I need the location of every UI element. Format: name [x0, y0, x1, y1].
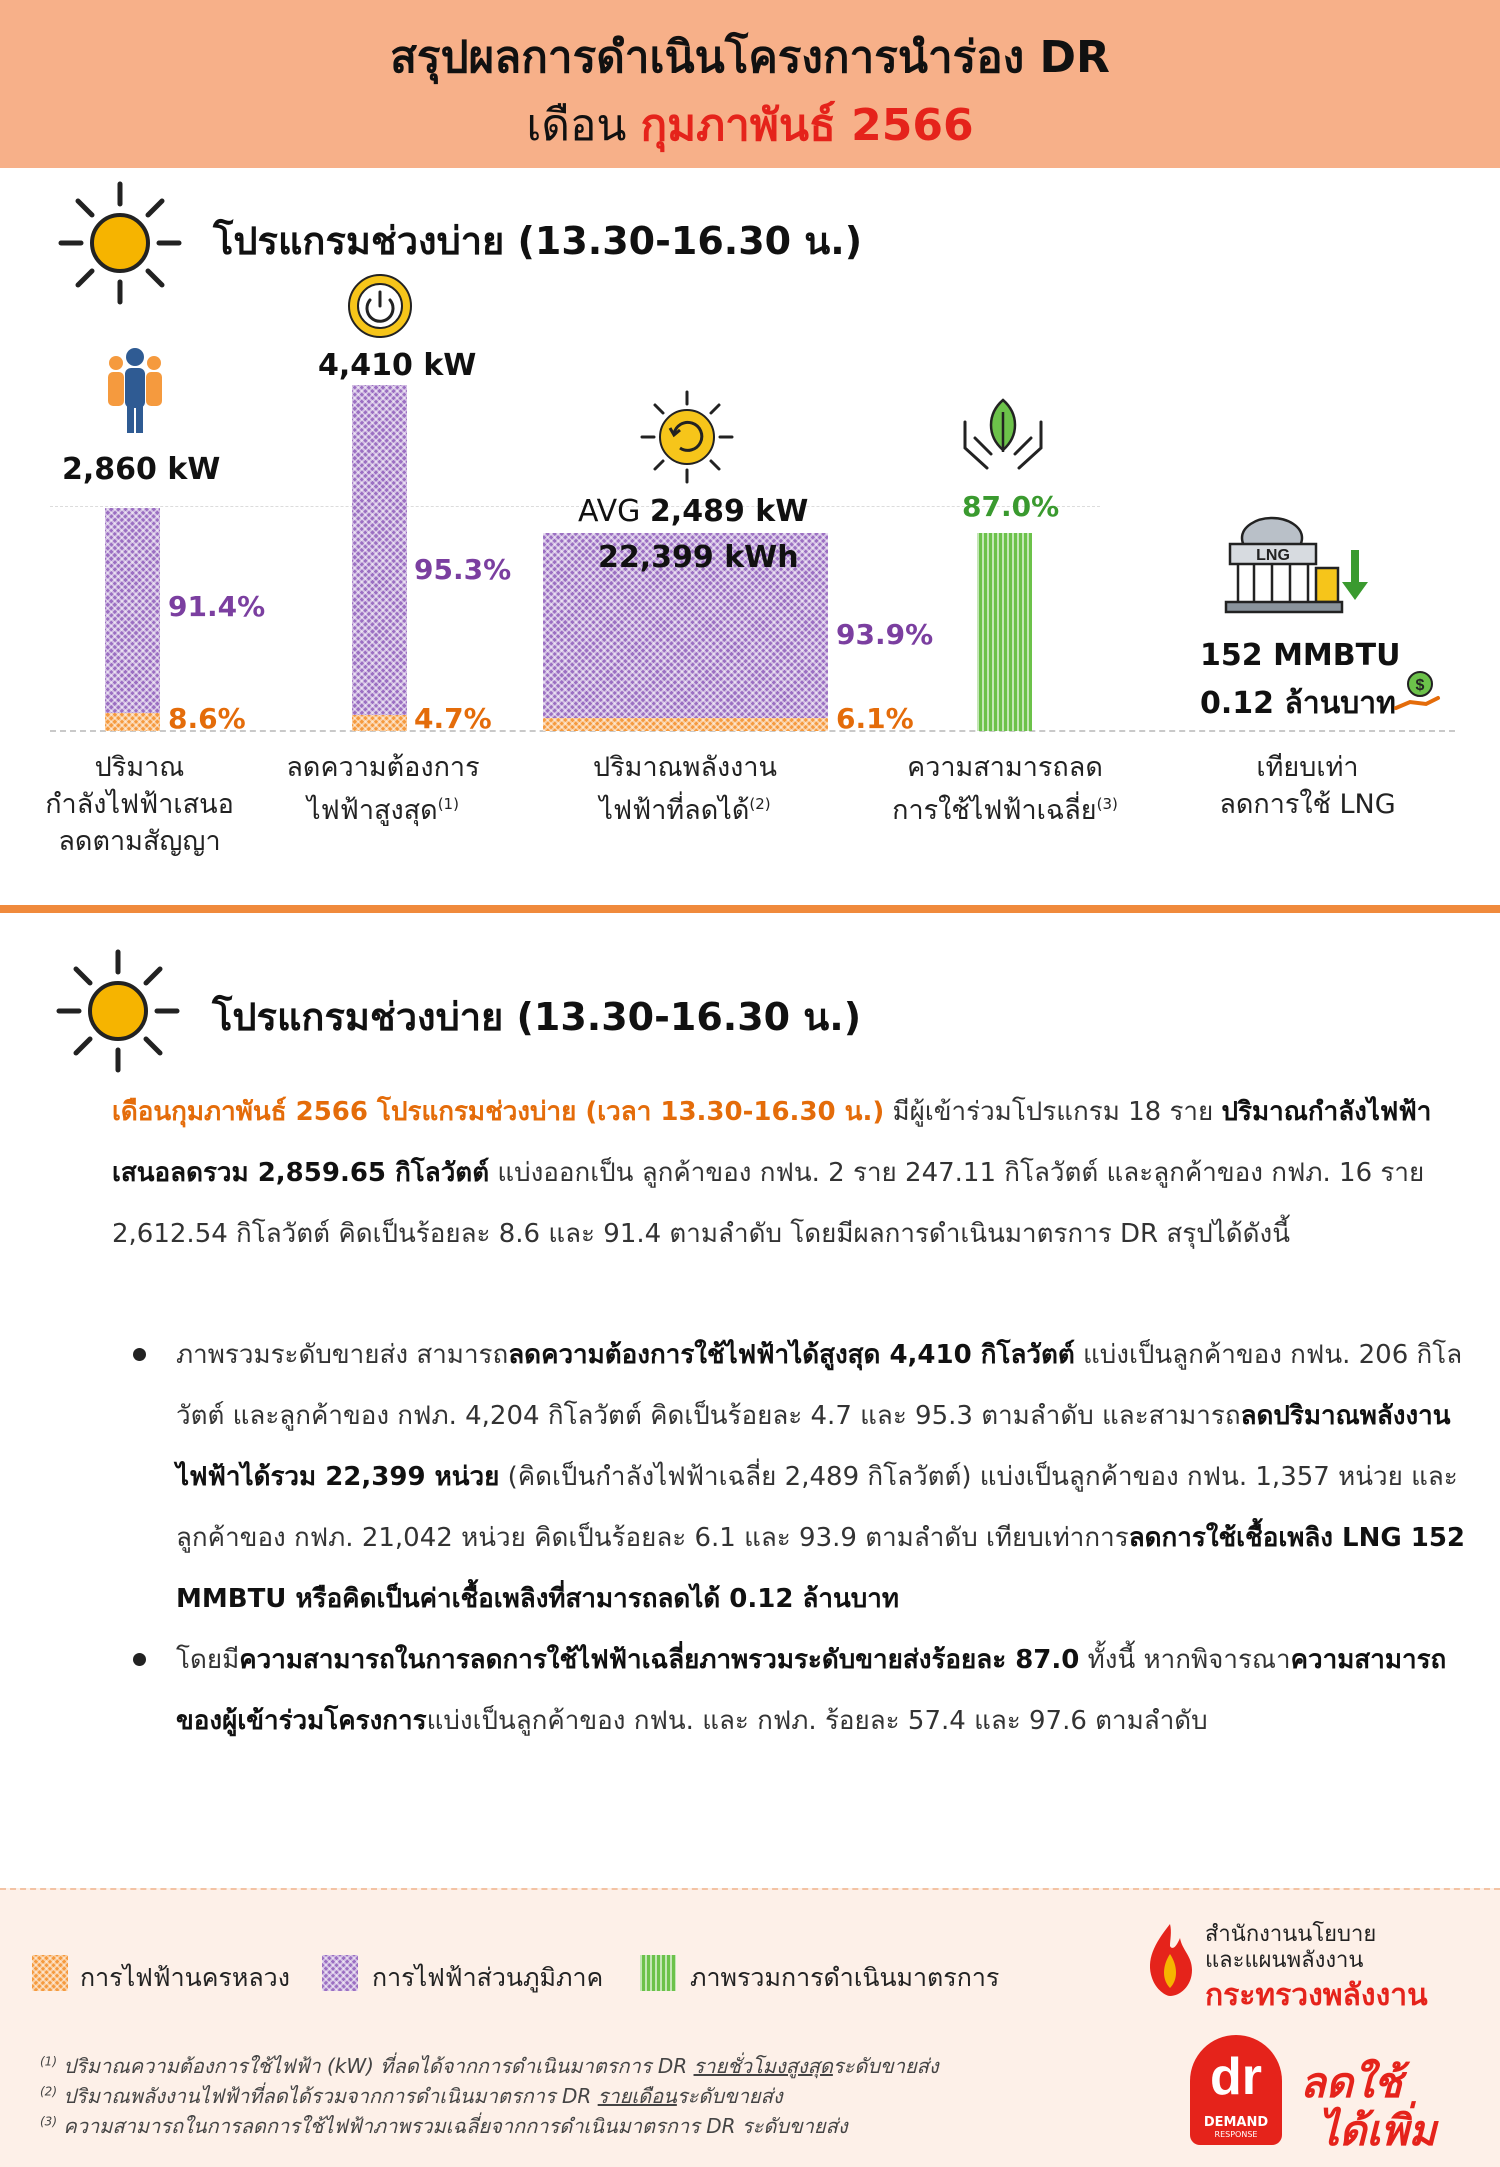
- slogan-line-1: ลดใช้: [1300, 2058, 1403, 2107]
- dr-logo-text: DEMAND: [1203, 2115, 1269, 2130]
- summary-paragraph: เดือนกุมภาพันธ์ 2566 โปรแกรมช่วงบ่าย (เวลา 13.30-16.30 น.) มีผู้เข้าร่วมโปรแกรม 18 ราย ปริมาณกำลังไฟฟ้าเสนอลดรวม 2,859.65 กิโลวัตต์ แบ่งออกเป็น ลูกค้าของ กฟน. 2 ราย 247.11 กิโลวัตต์ และลูกค้าของ กฟภ. 16 ราย 2,612.54 กิโลวัตต์ คิดเป็นร้อยละ 8.6 และ 91.4 ตามลำดับ โดยมีผลการดำเนินมาตรการ DR สรุปได้ดังนี้: [112, 1097, 1432, 1249]
- energy-avg: AVG 2,489 kW: [578, 494, 809, 529]
- peak-bar-mea: [352, 715, 407, 731]
- peak-bar-pea: [352, 385, 407, 715]
- people-icon: [100, 345, 170, 435]
- peak-kw: 4,410 kW: [318, 348, 477, 383]
- offered-pct-mea: 8.6%: [168, 702, 246, 735]
- legend-label-mea: การไฟฟ้านครหลวง: [80, 1963, 290, 1992]
- energy-bar-mea: [543, 718, 828, 731]
- energy-cycle-icon: [640, 390, 734, 484]
- ministry-name: กระทรวงพลังงาน: [1205, 1978, 1428, 2013]
- lng-baht: 0.12 ล้านบาท: [1200, 686, 1396, 721]
- section-title-1: โปรแกรมช่วงบ่าย (13.30-16.30 น.): [213, 219, 863, 263]
- legend-label-overall: ภาพรวมการดำเนินมาตรการ: [690, 1963, 1000, 1992]
- lng-mmbtu: 152 MMBTU: [1200, 638, 1401, 673]
- legend-swatch-mea: [32, 1955, 68, 1991]
- bullet-dot-2: [133, 1653, 146, 1666]
- dr-logo-subtext: RESPONSE: [1214, 2130, 1258, 2139]
- legend-label-pea: การไฟฟ้าส่วนภูมิภาค: [372, 1963, 604, 1992]
- bullet-1: ภาพรวมระดับขายส่ง สามารถลดความต้องการใช้ไฟฟ้าได้สูงสุด 4,410 กิโลวัตต์ แบ่งเป็นลูกค้าของ กฟน. 206 กิโลวัตต์ และลูกค้าของ กฟภ. 4,204 กิโลวัตต์ คิดเป็นร้อยละ 4.7 และ 95.3 ตามลำดับ และสามารถลดปริมาณพลังงานไฟฟ้าได้รวม 22,399 หน่วย (คิดเป็นกำลังไฟฟ้าเฉลี่ย 2,489 กิโลวัตต์) แบ่งเป็นลูกค้าของ กฟน. 1,357 หน่วย และลูกค้าของ กฟภ. 21,042 หน่วย คิดเป็นร้อยละ 6.1 และ 93.9 ตามลำดับ เทียบเท่าการลดการใช้เชื้อเพลิง LNG 152 MMBTU หรือคิดเป็นค่าเชื้อเพลิงที่สามารถลดได้ 0.12 ล้านบาท: [176, 1340, 1466, 1614]
- footnote-3: $^{(3)}$ ความสามารถในการลดการใช้ไฟฟ้าภาพรวมเฉลี่ยจากการดำเนินมาตรการ DR ระดับขายส่ง: [40, 2114, 848, 2138]
- footnote-2: $^{(2)}$ ปริมาณพลังงานไฟฟ้าที่ลดได้รวมจากการดำเนินมาตรการ DR รายเดือนระดับขายส่ง: [40, 2084, 783, 2108]
- bullet-2: โดยมีความสามารถในการลดการใช้ไฟฟ้าเฉลี่ยภาพรวมระดับขายส่งร้อยละ 87.0 ทั้งนี้ หากพิจารณาความสามารถของผู้เข้าร่วมโครงการแบ่งเป็นลูกค้าของ กฟน. และ กฟภ. ร้อยละ 57.4 และ 97.6 ตามลำดับ: [176, 1645, 1447, 1736]
- capability-bar: [977, 533, 1032, 731]
- offered-pct-pea: 91.4%: [168, 590, 266, 623]
- footnote-1: $^{(1)}$ ปริมาณความต้องการใช้ไฟฟ้า (kW) ที่ลดได้จากการดำเนินมาตรการ DR รายชั่วโมงสูงสุดระดับขายส่ง: [40, 2054, 939, 2078]
- chart-topline: [50, 506, 1100, 507]
- page-header: [0, 0, 1500, 168]
- bullet-dot-1: [133, 1348, 146, 1361]
- sun-icon: [55, 178, 185, 308]
- lng-tank-icon: [1220, 510, 1370, 620]
- money-hand-icon: [1392, 668, 1442, 718]
- slogan-line-2: ได้เพิ่ม: [1318, 2106, 1437, 2155]
- dr-logo: [1190, 2035, 1282, 2145]
- peak-caption: ลดความต้องการ ไฟฟ้าสูงสุด$^{(1)}$: [286, 752, 480, 826]
- capability-pct: 87.0%: [962, 490, 1060, 523]
- dr-logo-letters: dr: [1210, 2048, 1262, 2106]
- agency-name: สำนักงานนโยบาย และแผนพลังงาน: [1205, 1922, 1377, 1973]
- energy-pct-mea: 6.1%: [836, 702, 914, 735]
- energy-caption: ปริมาณพลังงาน ไฟฟ้าที่ลดได้$^{(2)}$: [593, 752, 777, 826]
- page-title: สรุปผลการดำเนินโครงการนำร่อง DR: [390, 32, 1110, 83]
- month-label: กุมภาพันธ์ 2566: [640, 100, 974, 151]
- peak-pct-mea: 4.7%: [414, 702, 492, 735]
- month-prefix: เดือน: [526, 100, 627, 151]
- svg-text:$: $: [1415, 677, 1425, 694]
- energy-pct-pea: 93.9%: [836, 618, 934, 651]
- offered-kw: 2,860 kW: [62, 452, 221, 487]
- section-title-2: โปรแกรมช่วงบ่าย (13.30-16.30 น.): [212, 995, 862, 1039]
- legend-swatch-overall: [640, 1955, 676, 1991]
- offered-bar-mea: [105, 713, 160, 731]
- legend-swatch-pea: [322, 1955, 358, 1991]
- offered-caption: ปริมาณ กำลังไฟฟ้าเสนอ ลดตามสัญญา: [45, 752, 234, 857]
- offered-bar-pea: [105, 508, 160, 713]
- lng-caption: เทียบเท่า ลดการใช้ LNG: [1219, 752, 1396, 820]
- capability-caption: ความสามารถลด การใช้ไฟฟ้าเฉลี่ย$^{(3)}$: [892, 752, 1118, 826]
- page-subtitle: [0, 90, 1500, 160]
- power-icon: [346, 272, 414, 340]
- sun-icon-2: [53, 946, 183, 1076]
- lng-icon-text: LNG: [1256, 547, 1290, 564]
- hands-leaf-icon: [957, 392, 1049, 476]
- peak-pct-pea: 95.3%: [414, 553, 512, 586]
- energy-kwh: 22,399 kWh: [598, 540, 799, 575]
- section-divider: [0, 905, 1500, 913]
- flame-logo-icon: [1140, 1920, 1200, 2000]
